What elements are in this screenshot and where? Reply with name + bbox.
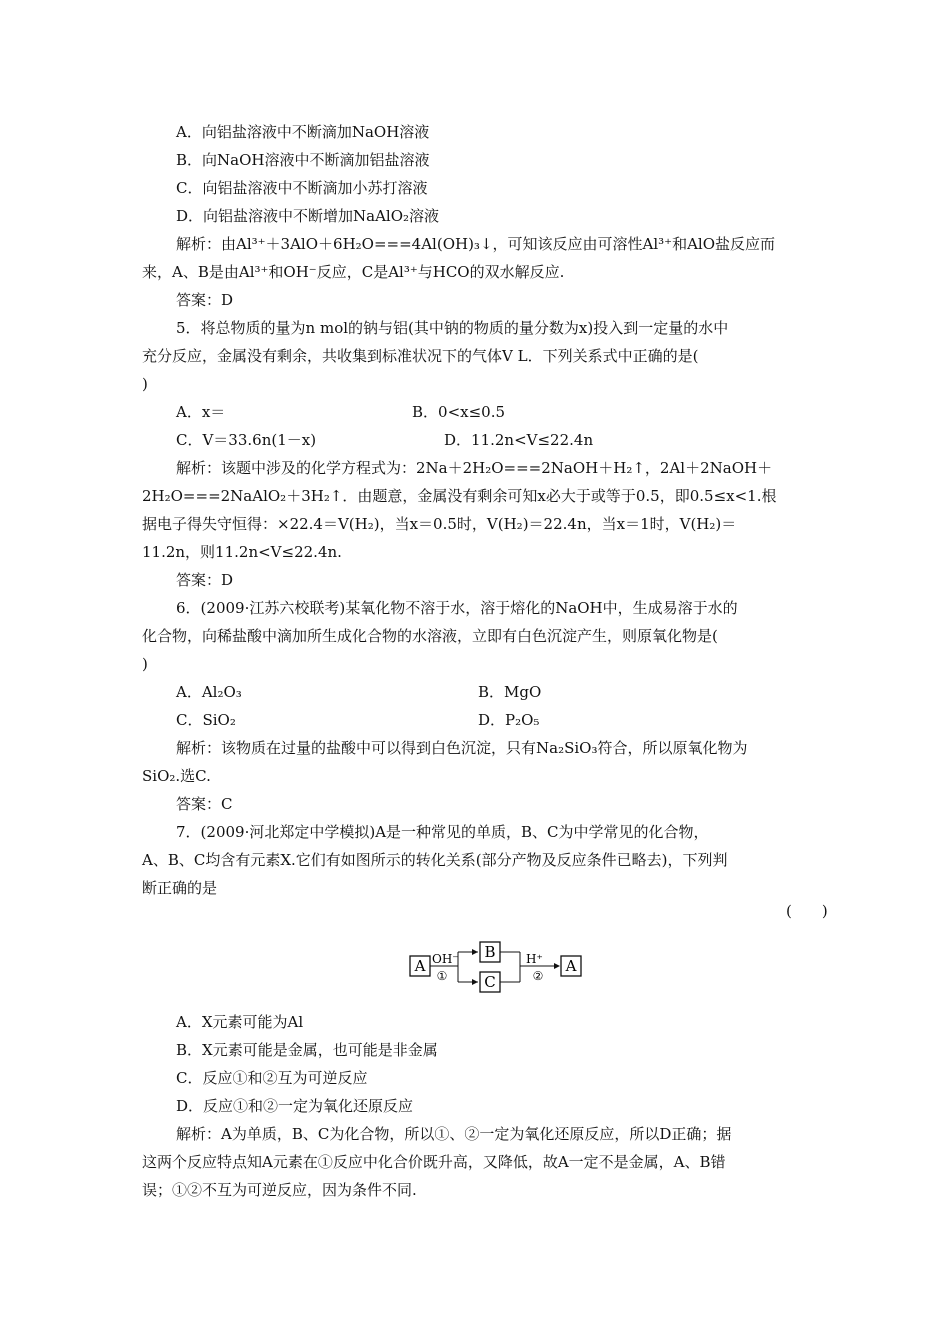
line-q4a: A．向铝盐溶液中不断滴加NaOH溶液 [176,123,430,141]
line-q5-2: 充分反应，金属没有剩余，共收集到标准状况下的气体V L．下列关系式中正确的是( [142,347,699,365]
option-q6-optD: D．P₂O₅ [478,711,540,729]
line-q7-ana3: 误；①②不互为可逆反应，因为条件不同. [142,1181,417,1199]
line-q6-ana2: SiO₂.选C. [142,767,211,785]
diagram-box-c-label: C [484,973,496,991]
diagram-arrowhead-b [472,949,478,955]
line-q4c: C．向铝盐溶液中不断滴加小苏打溶液 [176,179,428,197]
option-q5-optC: C．V＝33.6n(1－x) [176,431,317,449]
conversion-diagram [408,932,588,996]
line-q5-ana2: 2H₂O===2NaAlO₂＋3H₂↑．由题意，金属没有剩余可知x必大于或等于0.5，即0.5≤x<1.根 [142,487,777,505]
q7-answer-paren: ( ) [786,902,828,920]
option-q6-optC: C．SiO₂ [176,711,236,729]
line-q4-ana2: 来，A、B是由Al³⁺和OH⁻反应，C是Al³⁺与HCO的双水解反应. [142,263,565,281]
line-q5-ana4: 11.2n，则11.2n<V≤22.4n. [142,543,342,561]
line-q6-2: 化合物，向稀盐酸中滴加所生成化合物的水溶液，立即有白色沉淀产生，则原氧化物是( [142,627,718,645]
diagram-h-label: H⁺ [526,952,543,966]
line-q5-ana1: 解析：该题中涉及的化学方程式为：2Na＋2H₂O===2NaOH＋H₂↑，2Al＋2NaOH＋ [176,459,773,477]
line-q4b: B．向NaOH溶液中不断滴加铝盐溶液 [176,151,430,169]
option-q5-optB: B．0<x≤0.5 [412,403,506,421]
line-q5-3: ) [142,375,148,393]
line-q4-ana1: 解析：由Al³⁺＋3AlO＋6H₂O===4Al(OH)₃↓，可知该反应由可溶性Al³⁺和AlO盐反应而 [176,235,775,253]
line-q7-2: A、B、C均含有元素X.它们有如图所示的转化关系(部分产物及反应条件已略去)，下列判 [142,851,728,869]
option-q6-optB: B．MgO [478,683,542,701]
option-q6-optA: A．Al₂O₃ [176,683,242,701]
line-q4-ans: 答案：D [176,291,234,309]
line-q7-ana2: 这两个反应特点知A元素在①反应中化合价既升高，又降低，故A一定不是金属，A、B错 [142,1153,726,1171]
line-q6-3: ) [142,655,148,673]
line-q5-ana3: 据电子得失守恒得：×22.4＝V(H₂)，当x＝0.5时，V(H₂)＝22.4n，当x＝1时，V(H₂)＝ [142,515,737,533]
line-q7a: A．X元素可能为Al [176,1013,304,1031]
line-q7b: B．X元素可能是金属，也可能是非金属 [176,1041,438,1059]
diagram-oh-label: OH⁻ [432,952,459,966]
option-q5-optD: D．11.2n<V≤22.4n [444,431,594,449]
diagram-step-2-label: ② [532,969,544,983]
diagram-step-1-label: ① [436,969,448,983]
diagram-box-a-label: A [414,957,426,975]
line-q4d: D．向铝盐溶液中不断增加NaAlO₂溶液 [176,207,440,225]
option-q5-optA: A．x＝ [176,403,226,421]
line-q7-1: 7．(2009·河北郑定中学模拟)A是一种常见的单质，B、C为中学常见的化合物， [176,823,709,841]
line-q7-ana1: 解析：A为单质，B、C为化合物，所以①、②一定为氧化还原反应，所以D正确；据 [176,1125,732,1143]
line-q6-1: 6．(2009·江苏六校联考)某氧化物不溶于水，溶于熔化的NaOH中，生成易溶于水的 [176,599,738,617]
line-q7d: D．反应①和②一定为氧化还原反应 [176,1097,414,1115]
line-q5-ans: 答案：D [176,571,234,589]
line-q6-ans: 答案：C [176,795,233,813]
line-q6-ana1: 解析：该物质在过量的盐酸中可以得到白色沉淀，只有Na₂SiO₃符合，所以原氧化物为 [176,739,748,757]
line-q7-3: 断正确的是 [142,879,218,897]
diagram-box-b-label: B [484,943,496,961]
line-q7c: C．反应①和②互为可逆反应 [176,1069,368,1087]
diagram-arrowhead-c [472,979,478,985]
diagram-arrowhead-a2 [554,963,560,969]
line-q5-1: 5．将总物质的量为n mol的钠与铝(其中钠的物质的量分数为x)投入到一定量的水中 [176,319,729,337]
diagram-box-a2-label: A [565,957,577,975]
